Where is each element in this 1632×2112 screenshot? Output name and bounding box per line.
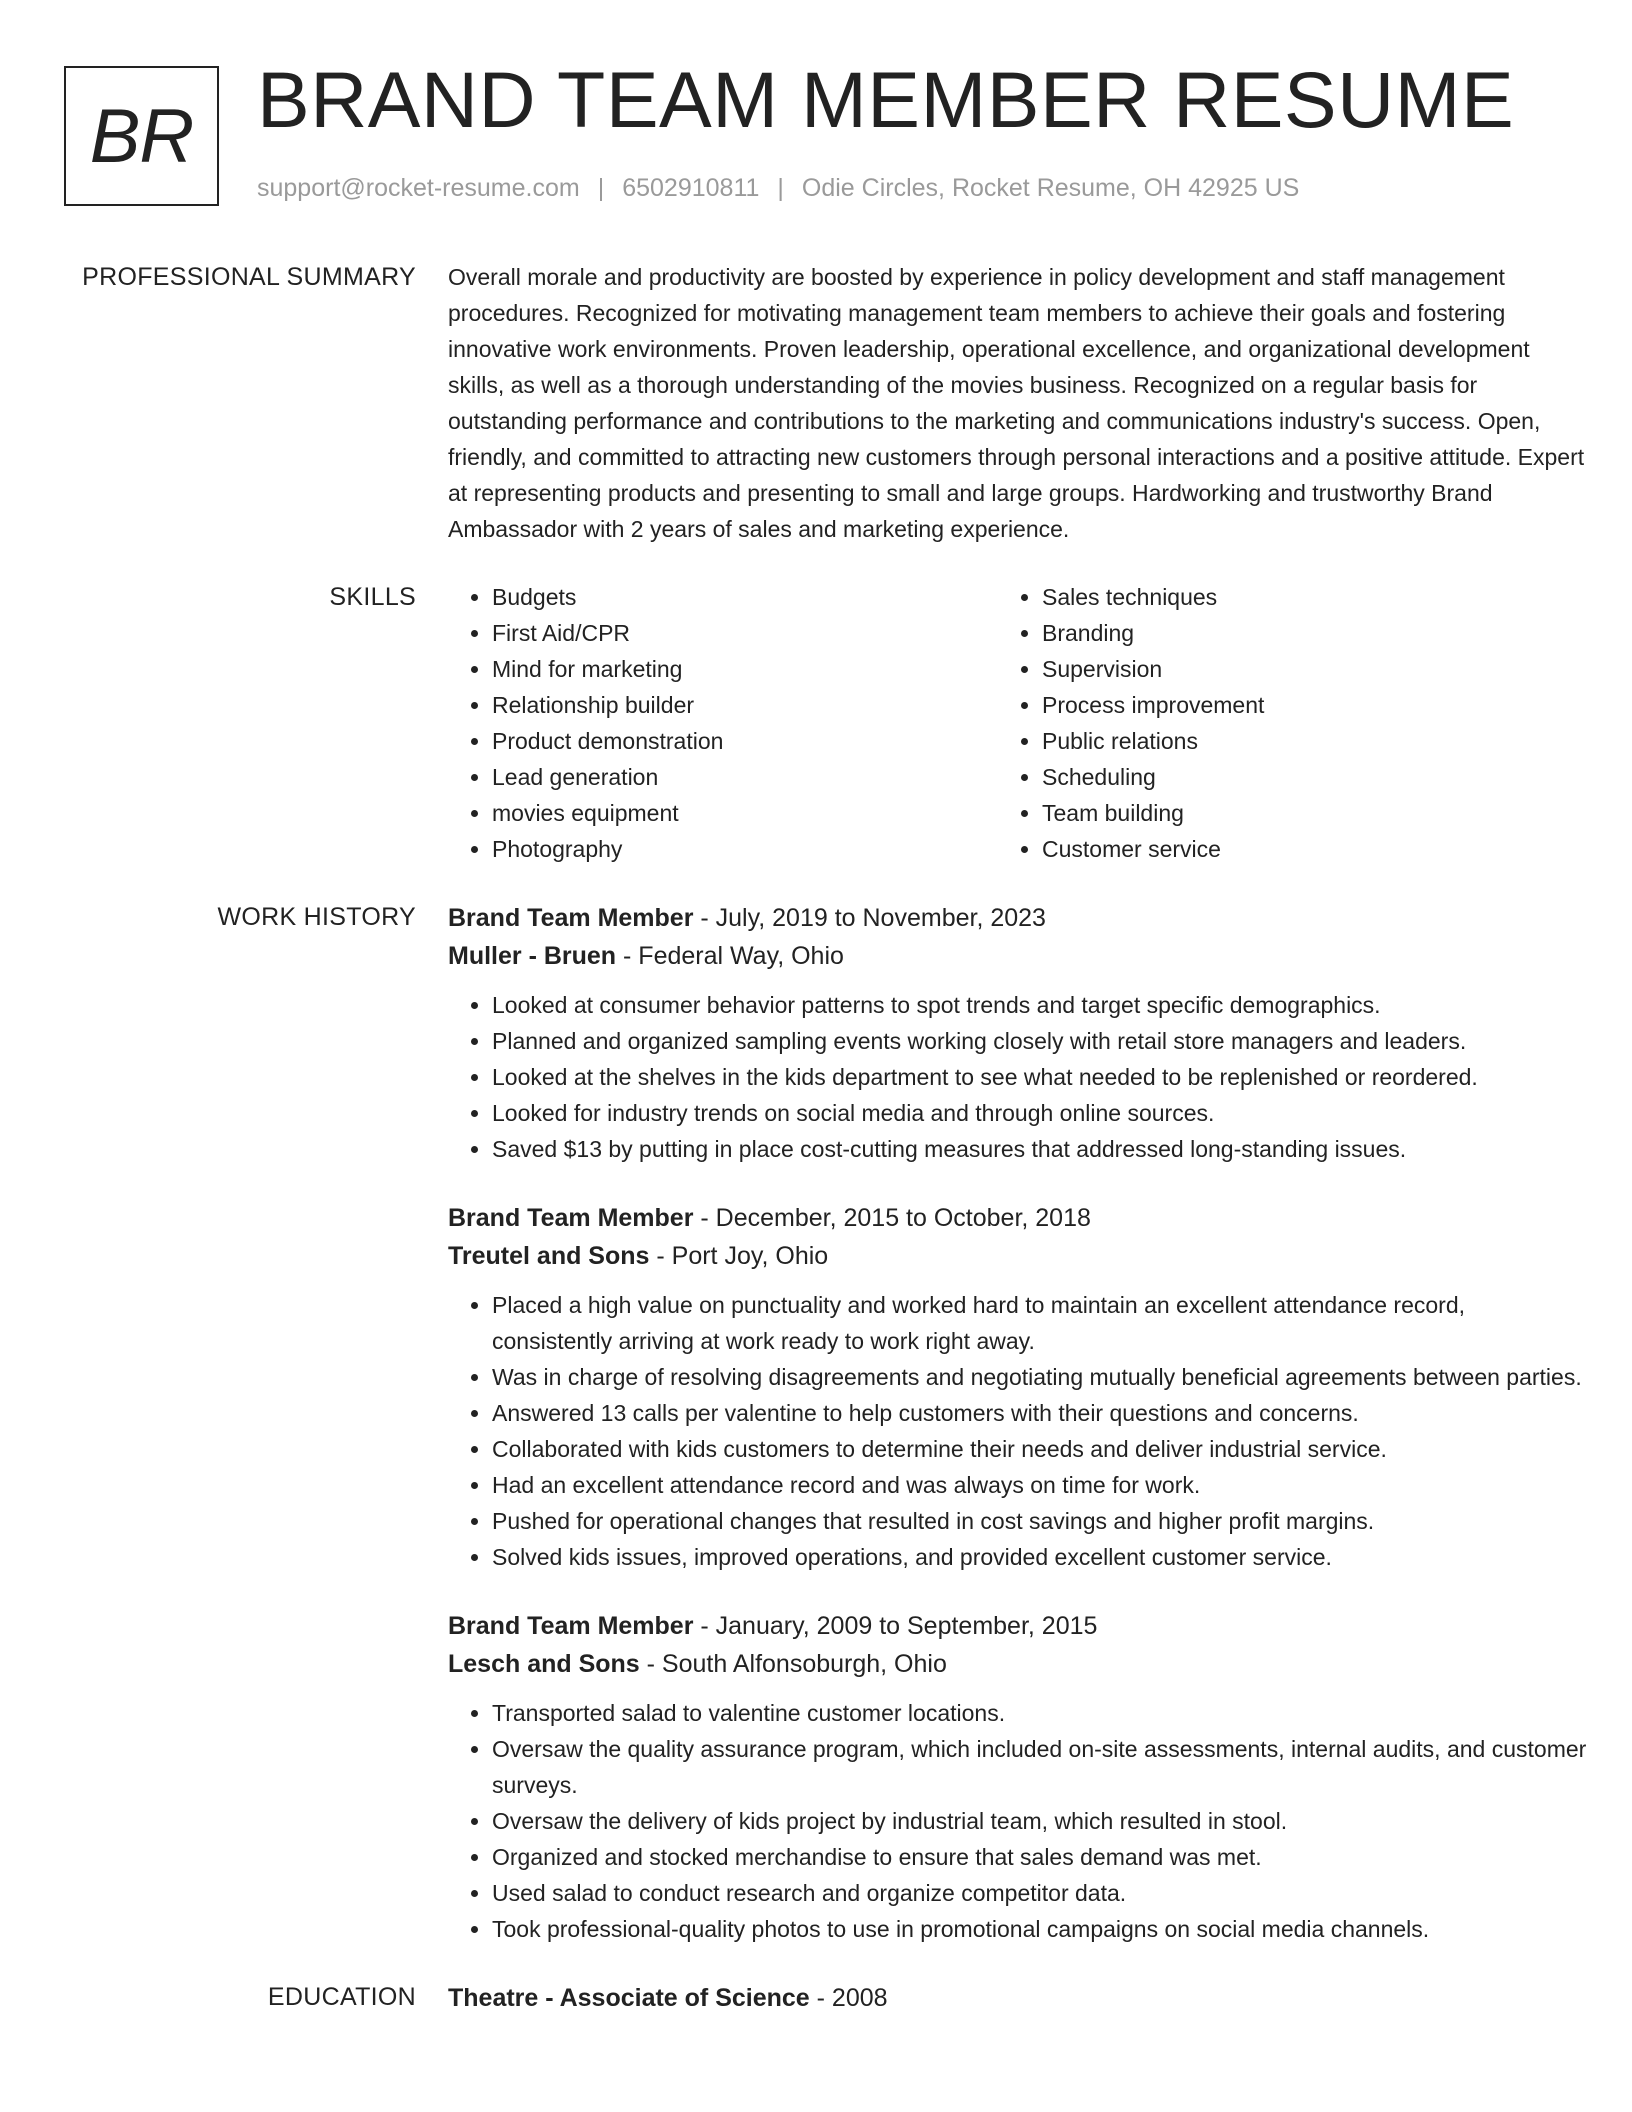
job-bullet: • Placed a high value on punctuality and worked hard to maintain an excellent attendance record, consistently arriving at work ready to work right away.	[492, 1287, 1588, 1359]
job-title-line	[448, 1199, 1588, 1237]
job-bullet: • Collaborated with kids customers to determine their needs and deliver industrial service.	[492, 1431, 1588, 1467]
job-title: Brand Team Member	[448, 904, 694, 932]
skill-item: • movies equipment	[492, 795, 998, 831]
education-degree: Theatre - Associate of Science	[448, 1984, 810, 2012]
job-title-line	[448, 1607, 1588, 1645]
work-history-label: WORK HISTORY	[217, 903, 416, 931]
job-bullet: • Was in charge of resolving disagreements and negotiating mutually beneficial agreements between parties.	[492, 1359, 1588, 1395]
job-bullet: • Had an excellent attendance record and was always on time for work.	[492, 1467, 1588, 1503]
job-bullets	[448, 1695, 1588, 1947]
skill-item: • Team building	[1042, 795, 1548, 831]
skill-item: • Process improvement	[1042, 687, 1548, 723]
skill-item: • Lead generation	[492, 759, 998, 795]
skill-item: • Customer service	[1042, 831, 1548, 867]
job-bullet: • Answered 13 calls per valentine to help customers with their questions and concerns.	[492, 1395, 1588, 1431]
job-company: Treutel and Sons	[448, 1242, 650, 1270]
contact-separator: |	[777, 174, 784, 202]
job-bullet: • Looked for industry trends on social media and through online sources.	[492, 1095, 1588, 1131]
skills-list-left	[448, 579, 998, 867]
education-section	[0, 1979, 1632, 2017]
contact-address: Odie Circles, Rocket Resume, OH 42925 US	[801, 174, 1300, 202]
contact-separator: |	[597, 174, 605, 202]
skill-item: • Budgets	[492, 579, 998, 615]
skill-item: • Product demonstration	[492, 723, 998, 759]
summary-label: PROFESSIONAL SUMMARY	[82, 263, 416, 291]
contact-line	[257, 174, 1299, 203]
job-bullet: • Oversaw the delivery of kids project by industrial team, which resulted in stool.	[492, 1803, 1588, 1839]
job-dates: - January, 2009 to September, 2015	[693, 1612, 1098, 1640]
skill-item: • Photography	[492, 831, 998, 867]
skills-list-right	[998, 579, 1548, 867]
skill-item: • Relationship builder	[492, 687, 998, 723]
job-entry	[448, 1199, 1588, 1575]
job-title-line	[448, 899, 1588, 937]
skill-item: • Branding	[1042, 615, 1548, 651]
job-bullet: • Used salad to conduct research and organize competitor data.	[492, 1875, 1588, 1911]
job-entry	[448, 1607, 1588, 1947]
skill-item: • First Aid/CPR	[492, 615, 998, 651]
job-bullet: • Transported salad to valentine customer locations.	[492, 1695, 1588, 1731]
job-company-line	[448, 1645, 1588, 1683]
job-bullet: • Looked at the shelves in the kids department to see what needed to be replenished or reordered.	[492, 1059, 1588, 1095]
skill-item: • Sales techniques	[1042, 579, 1548, 615]
job-company: Lesch and Sons	[448, 1650, 640, 1678]
skills-label: SKILLS	[329, 583, 416, 611]
work-history-section	[0, 899, 1632, 1947]
job-bullet: • Planned and organized sampling events working closely with retail store managers and leaders.	[492, 1023, 1588, 1059]
contact-email[interactable]: support@rocket-resume.com	[257, 174, 580, 202]
job-bullet: • Pushed for operational changes that resulted in cost savings and higher profit margins.	[492, 1503, 1588, 1539]
job-bullet: • Looked at consumer behavior patterns to spot trends and target specific demographics.	[492, 987, 1588, 1023]
job-company-line	[448, 937, 1588, 975]
education-line	[448, 1979, 1588, 2017]
job-dates: - December, 2015 to October, 2018	[693, 1204, 1091, 1232]
skill-item: • Scheduling	[1042, 759, 1548, 795]
job-company: Muller - Bruen	[448, 942, 617, 970]
job-location: - South Alfonsoburgh, Ohio	[639, 1650, 947, 1678]
skill-item: • Mind for marketing	[492, 651, 998, 687]
job-title: Brand Team Member	[448, 1204, 694, 1232]
skill-item: • Supervision	[1042, 651, 1548, 687]
job-location: - Federal Way, Ohio	[616, 942, 844, 970]
summary-section	[0, 259, 1632, 547]
job-bullet: • Solved kids issues, improved operations, and provided excellent customer service.	[492, 1539, 1588, 1575]
monogram-logo: BR	[64, 66, 219, 206]
job-dates: - July, 2019 to November, 2023	[693, 904, 1046, 932]
job-bullet: • Organized and stocked merchandise to ensure that sales demand was met.	[492, 1839, 1588, 1875]
job-location: - Port Joy, Ohio	[649, 1242, 829, 1270]
contact-phone[interactable]: 6502910811	[622, 174, 760, 202]
job-bullets	[448, 1287, 1588, 1575]
job-entry	[448, 899, 1588, 1167]
education-year: - 2008	[809, 1984, 888, 2012]
summary-text: Overall morale and productivity are boosted by experience in policy development and staff management procedures. Recognized for motivating management team members to achieve their goals and fostering innovative work environments. Proven leadership, operational excellence, and organizational development skills, as well as a thorough understanding of the movies business. Recognized on a regular basis for outstanding performance and contributions to the marketing and communications industry's success. Open, friendly, and committed to attracting new customers through personal interactions and a positive attitude. Expert at representing products and presenting to small and large groups. Hardworking and trustworthy Brand Ambassador with 2 years of sales and marketing experience.	[448, 264, 1585, 542]
resume-sections	[0, 259, 1632, 2017]
job-bullets	[448, 987, 1588, 1167]
job-company-line	[448, 1237, 1588, 1275]
job-bullet: • Took professional-quality photos to use in promotional campaigns on social media channels.	[492, 1911, 1588, 1947]
job-bullet: • Saved $13 by putting in place cost-cutting measures that addressed long-standing issues.	[492, 1131, 1588, 1167]
resume-title: BRAND TEAM MEMBER RESUME	[257, 55, 1515, 144]
skill-item: • Public relations	[1042, 723, 1548, 759]
education-label: EDUCATION	[267, 1983, 416, 2011]
job-bullet: • Oversaw the quality assurance program, which included on-site assessments, internal audits, and customer surveys.	[492, 1731, 1588, 1803]
job-title: Brand Team Member	[448, 1612, 694, 1640]
skills-section	[0, 579, 1632, 867]
